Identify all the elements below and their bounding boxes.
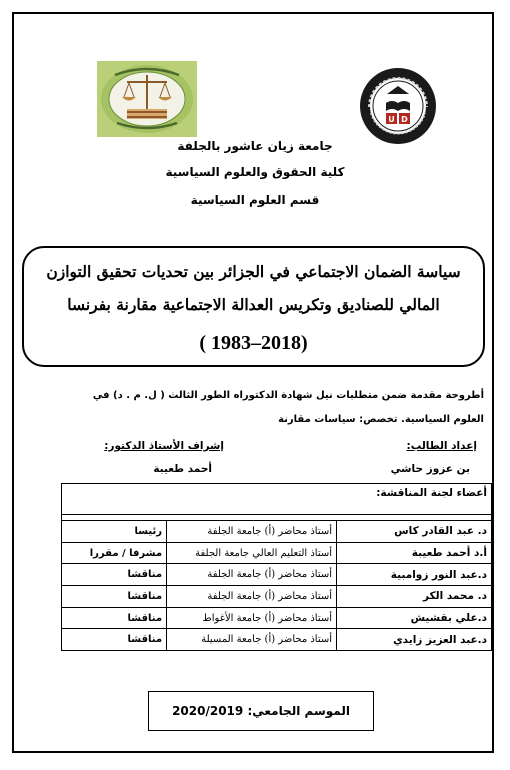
thesis-description-line-1: أطروحة مقدمة ضمن متطلبات نيل شهادة الدكتوراه الطور الثالث ( ل. م . د) في (92, 390, 484, 401)
jury-member-name: أ.د أحمد طعيبة (337, 542, 492, 564)
seal-letter-d: D (401, 115, 408, 124)
jury-member-position: أستاذ محاضر (أ) جامعة المسيلة (167, 629, 337, 651)
jury-row (62, 629, 492, 651)
jury-member-position: أستاذ محاضر (أ) جامعة الجلفة (167, 586, 337, 608)
jury-member-name: د.علي بقشيش (337, 607, 492, 629)
thesis-title-box (22, 246, 485, 367)
jury-member-role: رئيسا (62, 521, 167, 543)
jury-member-position: أستاذ محاضر (أ) جامعة الجلفة (167, 521, 337, 543)
academic-year-box (148, 691, 374, 731)
supervisor-label: إشراف الأستاذ الدكتور: (104, 440, 224, 452)
thesis-description-line-2: العلوم السياسية. تخصص: سياسات مقارنة (278, 414, 484, 425)
jury-table (61, 483, 492, 651)
jury-member-role: مناقشا (62, 607, 167, 629)
thesis-title-line-2: المالي للصناديق وتكريس العدالة الاجتماعية مقارنة بفرنسا (67, 295, 440, 314)
jury-member-name: د.عبد العزيز زايدي (337, 629, 492, 651)
student-name: بن عزوز حاشي (390, 463, 470, 475)
faculty-name: كلية الحقوق والعلوم السياسية (165, 165, 345, 179)
jury-member-name: د. محمد الكر (337, 586, 492, 608)
jury-member-role: مناقشا (62, 629, 167, 651)
jury-row (62, 521, 492, 543)
department-name: قسم العلوم السياسية (190, 193, 320, 207)
university-seal-icon (359, 67, 437, 145)
student-label: إعداد الطالب: (406, 440, 477, 452)
jury-member-role: مناقشا (62, 564, 167, 586)
jury-row (62, 586, 492, 608)
seal-letter-u: U (388, 115, 395, 124)
jury-row (62, 542, 492, 564)
jury-member-position: أستاذ محاضر (أ) جامعة الجلفة (167, 564, 337, 586)
thesis-title-line-1: سياسة الضمان الاجتماعي في الجزائر بين تحديات تحقيق التوازن (46, 262, 461, 281)
thesis-period: ( 1983–2018) (199, 332, 308, 354)
jury-member-name: د.عبد النور زوامبية (337, 564, 492, 586)
jury-member-role: مشرفا / مقررا (62, 542, 167, 564)
university-name: جامعة زيان عاشور بالجلفة (177, 139, 333, 153)
jury-member-role: مناقشا (62, 586, 167, 608)
jury-member-position: أستاذ التعليم العالي جامعة الجلفة (167, 542, 337, 564)
jury-member-position: أستاذ محاضر (أ) جامعة الأغواط (167, 607, 337, 629)
supervisor-name: أحمد طعيبة (153, 463, 212, 475)
jury-row (62, 564, 492, 586)
jury-member-name: د. عبد القادر كاس (337, 521, 492, 543)
faculty-logo (97, 61, 197, 137)
scales-of-justice-icon (97, 61, 197, 137)
academic-year: الموسم الجامعي: 2020/2019 (172, 704, 350, 718)
jury-row (62, 607, 492, 629)
university-logo (359, 67, 437, 145)
jury-header: أعضاء لجنة المناقشة: (62, 484, 492, 515)
